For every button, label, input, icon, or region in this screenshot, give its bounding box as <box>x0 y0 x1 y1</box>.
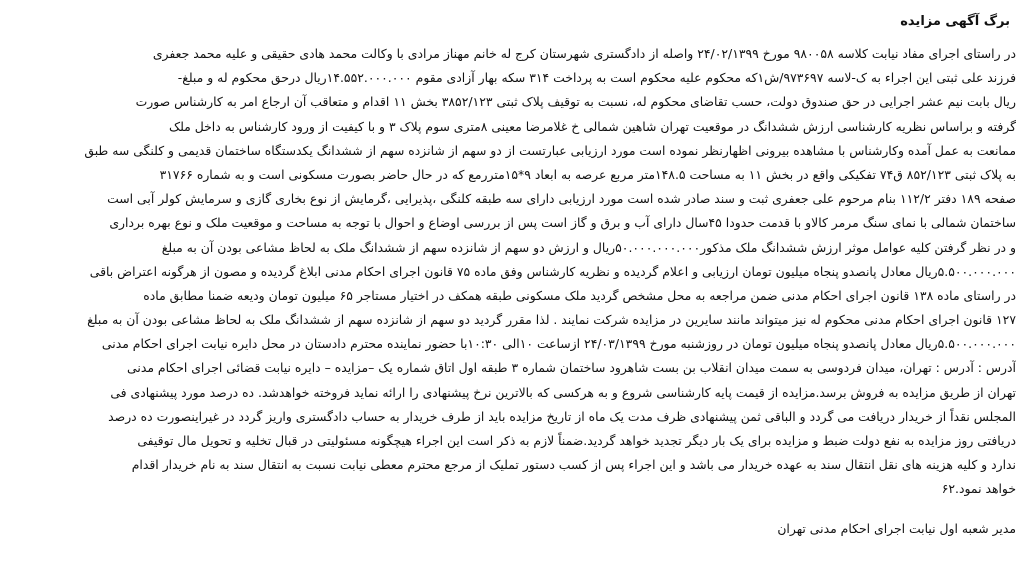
body-line: در راستای ماده ۱۳۸ قانون اجرای احکام مدنی ضمن مراجعه به محل مشخص گردید ملک مسکونی طبقه همکف در اختیار مستاجر ۶۵ میلیون تومان ودیعه ضمنا مطابق ماده <box>143 287 1016 303</box>
document-title: برگ آگهی مزایده <box>900 14 1010 29</box>
body-line: و در نظر گرفتن کلیه عوامل موثر ارزش ششدانگ ملک مذکور۵۰.۰۰۰.۰۰۰.۰۰۰ریال و ارزش دو سهم از شانزده سهم از ششدانگ ملک به لحاظ مشاعی بودن آن به مبلغ <box>161 239 1016 255</box>
body-line: ۵.۵۰۰.۰۰۰.۰۰۰ریال معادل پانصدو پنجاه میلیون تومان ارزیابی و اعلام گردیده و نظریه کارشناس وفق ماده ۷۵ قانون اجرای احکام مدنی ابلاغ گردیده و مصون از هرگونه اعتراض باقی <box>89 263 1016 279</box>
body-line: آدرس : آدرس : تهران، میدان فردوسی به سمت میدان انقلاب بن بست شاهرود ساختمان شماره ۳ طبقه اول اتاق شماره یک –مزایده – دایره نیابت قضائی اجرای احکام مدنی <box>127 360 1016 376</box>
body-line: ۱۲۷ قانون اجرای احکام مدنی محکوم له نیز میتواند مانند سایرین در مزایده شرکت نمایند . لذا مقرر گردید دو سهم از شانزده سهم از ششدانگ ملک به لحاظ مشاعی بودن آن به مبلغ <box>87 312 1016 328</box>
body-line: ۵.۵۰۰.۰۰۰.۰۰۰ریال معادل پانصدو پنجاه میلیون تومان در روزشنبه مورخ ۲۴/۰۳/۱۳۹۹ ازساعت ۱۰الی ۱۰:۳۰با حضور نماینده محترم دادستان در محل دایره نیابت اجرای احکام مدنی <box>101 336 1016 352</box>
body-line: ریال بابت نیم عشر اجرایی در حق صندوق دولت، حسب تقاضای محکوم له، نسبت به توقیف پلاک ثبتی ۳۸۵۲/۱۲۳ بخش ۱۱ اقدام و متعاقب آن ارجاع امر به کارشناس صورت <box>135 94 1016 110</box>
body-line: ساختمان شمالی با نمای سنگ مرمر کالاو با قدمت حدودا ۴۵سال دارای آب و برق و گاز است پس از بررسی اوضاع و احوال با توجه به مساحت و موقعیت ملک و نوع بهره برداری <box>109 215 1016 231</box>
notice-body <box>8 42 1016 502</box>
body-line: المجلس نقداً از خریدار دریافت می گردد و الباقی ثمن پیشنهادی ظرف مدت یک ماه از تاریخ مزایده باید از طرف خریدار به حساب دادگستری واریز گردد در غیراینصورت ده درصد <box>108 408 1016 424</box>
body-line: گرفته و براساس نظریه کارشناسی ارزش ششدانگ در موقعیت تهران شاهین شمالی خ غلامرضا معینی ۸متری سوم پلاک ۳ و با کیفیت از ورود کارشناس به داخل ملک <box>168 118 1016 134</box>
body-line: ندارد و کلیه هزینه های نقل انتقال سند به عهده خریدار می باشد و این اجراء پس از کسب دستور تملیک از مرجع محترم معطی نیابت نسبت به انتقال سند به نام خریدار اقدام <box>131 457 1016 473</box>
signature-line: مدیر شعبه اول نیابت اجرای احکام مدنی تهران <box>777 520 1016 536</box>
body-line: به پلاک ثبتی ۸۵۲/۱۲۳ ق۷۴ تفکیکی واقع در بخش ۱۱ به مساحت ۱۴۸.۵متر مربع عرصه به ابعاد ۹*۱۵متررمع که در حال حاضر بصورت مسکونی است و به شماره ۳۱۷۶۶ <box>159 166 1016 182</box>
body-line: صفحه ۱۸۹ دفتر ۱۱۲/۲ بنام مرحوم علی جعفری ثبت و سند صادر شده است مورد ارزیابی دارای سه طبقه کلنگی ،پذیرایی ،گرمایش از نوع بخاری گازی و سرمایش کولر آبی است <box>107 191 1016 207</box>
body-line: در راستای اجرای مفاد نیابت کلاسه ۹۸۰۰۵۸ مورخ ۲۴/۰۲/۱۳۹۹ واصله از دادگستری شهرستان کرج له خانم مهناز مرادی با وکالت محمد هادی حقیقی و علیه محمد جعفری <box>152 46 1016 61</box>
body-line: دریافتی روز مزایده به نفع دولت ضبط و مزایده برای یک بار دیگر تجدید خواهد گردید.ضمناً لازم به ذکر است این اجراء هیچگونه مسئولیتی در قبال تخلیه و تحویل مال توقیفی <box>137 433 1016 448</box>
body-line: فرزند علی ثبتی این اجراء به ک-لاسه ۹۷۳۶۹۷/ش۱که محکوم علیه محکوم است به پرداخت ۳۱۴ سکه بهار آزادی مقوم ۱۴.۵۵۲.۰۰۰.۰۰۰ریال درحق محکوم له و مبلغ- <box>177 70 1016 86</box>
body-line: تهران از طریق مزایده به فروش برسد.مزایده از قیمت پایه کارشناسی شروع و به هرکسی که بالاترین نرخ پیشنهادی را ارائه نماید فروخته خواهدشد. ده درصد مورد پیشنهادی فی <box>110 384 1016 400</box>
body-line: ممانعت به عمل آمده وکارشناس با مشاهده بیرونی اظهارنظر نموده است مورد ارزیابی عبارتست از دو سهم از شانزده سهم از ششدانگ یکدستگاه ساختمان قدیمی و کلنگی سه طبق <box>84 142 1016 158</box>
body-line: خواهد نمود.۶۲ <box>941 481 1016 497</box>
